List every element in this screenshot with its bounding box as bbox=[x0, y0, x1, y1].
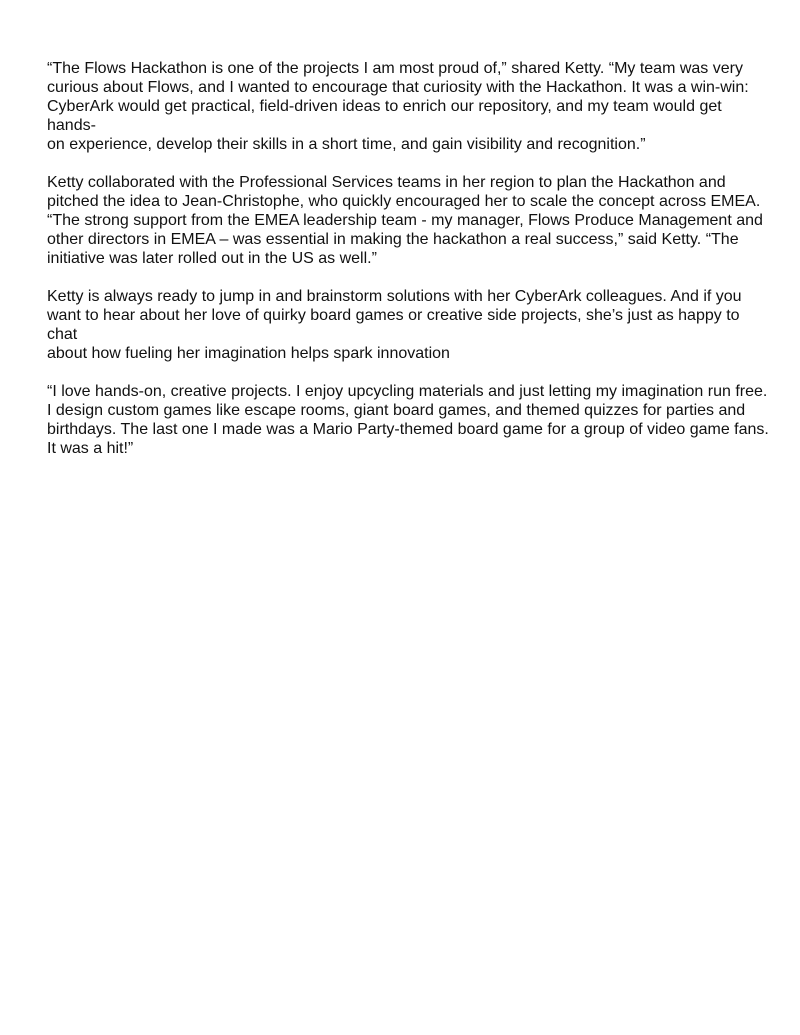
paragraph-creative-projects-quote: “I love hands-on, creative projects. I enjoy upcycling materials and just letting my imagination run free. I design custom games like escape rooms, giant board games, and themed quizzes for parties and birthdays. The last one I made was a Mario Party-themed board game for a group of video game fans. It was a hit!” bbox=[47, 383, 769, 457]
paragraph-collaboration: Ketty collaborated with the Professional Services teams in her region to plan the Hackathon and pitched the idea to Jean-Christophe, who quickly encouraged her to scale the concept across EMEA. “The strong support from the EMEA leadership team - my manager, Flows Produce Management and other directors in EMEA – was essential in making the hackathon a real success,” said Ketty. “The initiative was later rolled out in the US as well.” bbox=[47, 174, 763, 267]
paragraph-hackathon-quote: “The Flows Hackathon is one of the projects I am most proud of,” shared Ketty. “My team was very curious about Flows, and I wanted to encourage that curiosity with the Hackathon. It was a win-win: CyberArk would get practical, field-driven ideas to enrich our repository, and my team would get hands- on experience, develop their skills in a short time, and gain visibility and recognition.” bbox=[47, 60, 749, 153]
paragraph-brainstorm: Ketty is always ready to jump in and brainstorm solutions with her CyberArk colleagues. And if you want to hear about her love of quirky board games or creative side projects, she’s just as happy to chat about how fueling her imagination helps spark innovation bbox=[47, 288, 742, 362]
document-body bbox=[47, 59, 769, 477]
